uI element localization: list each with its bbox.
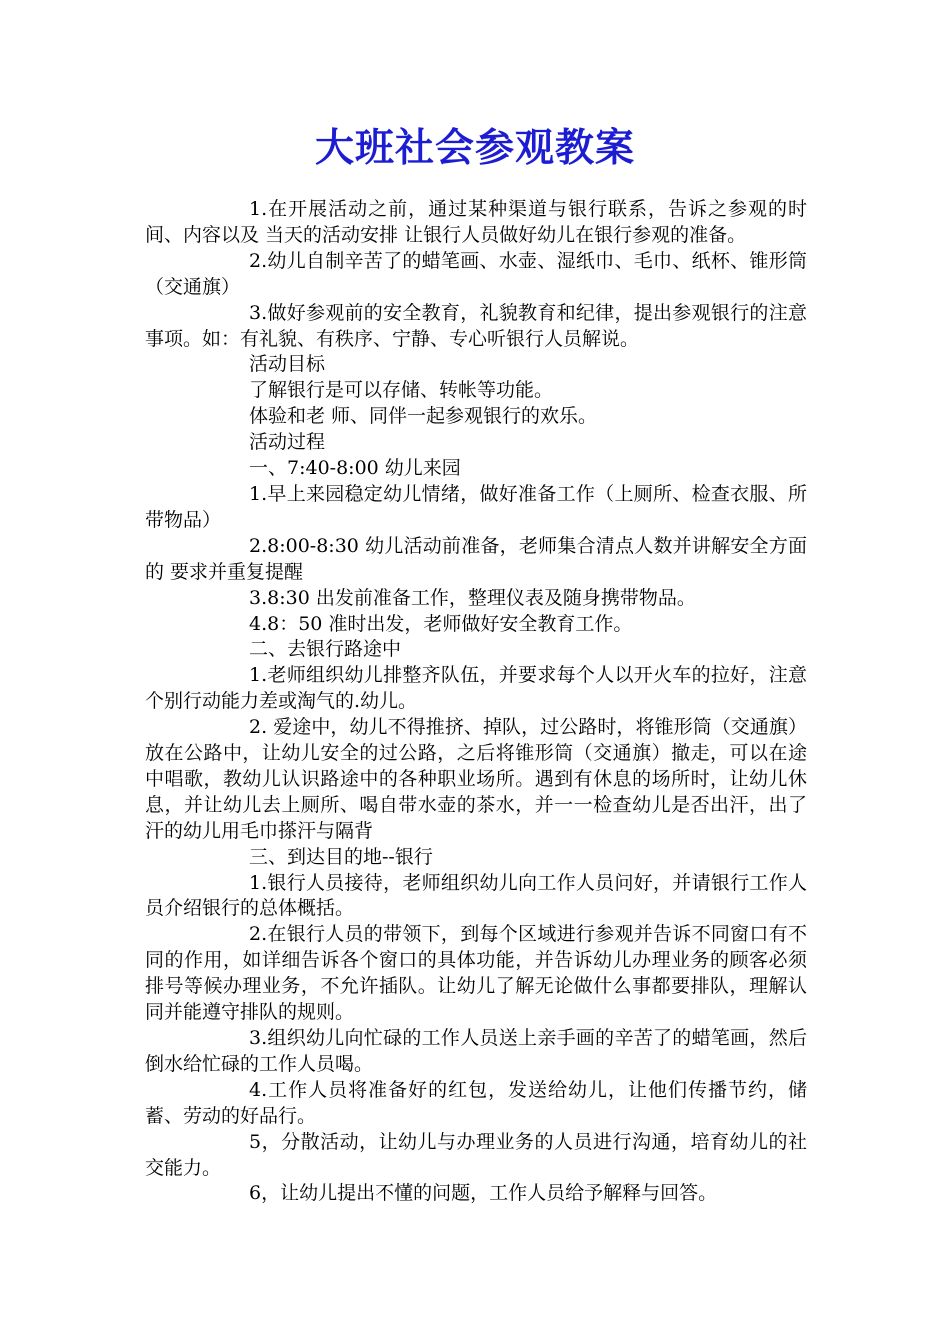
paragraph: 2.8:00-8:30 幼儿活动前准备，老师集合清点人数并讲解安全方面的 要求并重复提醒 [145,534,807,583]
section-heading: 活动目标 [249,353,326,376]
paragraph: 了解银行是可以存储、转帐等功能。 [249,379,554,402]
section-heading: 三、到达目的地--银行 [249,845,433,868]
paragraph: 3.做好参观前的安全教育，礼貌教育和纪律，提出参观银行的注意事项。如：有礼貌、有秩序、宁静、专心听银行人员解说。 [145,301,807,350]
paragraph: 体验和老 师、同伴一起参观银行的欢乐。 [249,405,598,428]
paragraph: 2. 爱途中，幼儿不得推挤、掉队，过公路时，将锥形筒（交通旗）放在公路中，让幼儿安全的过公路，之后将锥形筒（交通旗）撤走，可以在途中唱歌，教幼儿认识路途中的各种职业场所。遇到有休息的场所时，让幼儿休息，并让幼儿去上厕所、喝自带水壶的茶水，并一一检查幼儿是否出汗，出了汗的幼儿用毛巾搽汗与隔背 [145,716,807,842]
paragraph: 2.在银行人员的带领下，到每个区域进行参观并告诉不同窗口有不同的作用，如详细告诉各个窗口的具体功能，并告诉幼儿办理业务的顾客必须排号等候办理业务，不允许插队。让幼儿了解无论做什么事都要排队，理解认同并能遵守排队的规则。 [145,923,807,1024]
document-title: 大班社会参观教案 [314,125,635,171]
paragraph: 3.组织幼儿向忙碌的工作人员送上亲手画的辛苦了的蜡笔画，然后倒水给忙碌的工作人员喝。 [145,1027,807,1075]
document-body [145,197,807,1207]
paragraph: 5，分散活动，让幼儿与办理业务的人员进行沟通，培育幼儿的社交能力。 [145,1130,807,1179]
paragraph: 1.早上来园稳定幼儿情绪，做好准备工作（上厕所、检查衣服、所带物品） [145,482,807,531]
paragraph: 3.8:30 出发前准备工作，整理仪表及随身携带物品。 [249,586,696,609]
section-heading: 二、去银行路途中 [249,638,402,661]
section-heading: 活动过程 [249,431,326,454]
section-heading: 一、7:40-8:00 幼儿来园 [249,457,461,480]
paragraph: 6，让幼儿提出不懂的问题，工作人员给予解释与回答。 [249,1182,718,1205]
paragraph: 1.老师组织幼儿排整齐队伍，并要求每个人以开火车的拉好，注意个别行动能力差或淘气的.幼儿。 [145,664,807,713]
paragraph: 1.银行人员接待，老师组织幼儿向工作人员问好，并请银行工作人员介绍银行的总体概括。 [145,871,807,920]
paragraph: 4.8：50 准时出发，老师做好安全教育工作。 [249,612,633,635]
paragraph: 4.工作人员将准备好的红包，发送给幼儿，让他们传播节约，储蓄、劳动的好品行。 [145,1078,807,1127]
paragraph: 1.在开展活动之前，通过某种渠道与银行联系，告诉之参观的时间、内容以及 当天的活动安排 让银行人员做好幼儿在银行参观的准备。 [145,198,807,246]
paragraph: 2.幼儿自制辛苦了的蜡笔画、水壶、湿纸巾、毛巾、纸杯、锥形筒（交通旗） [145,249,807,298]
